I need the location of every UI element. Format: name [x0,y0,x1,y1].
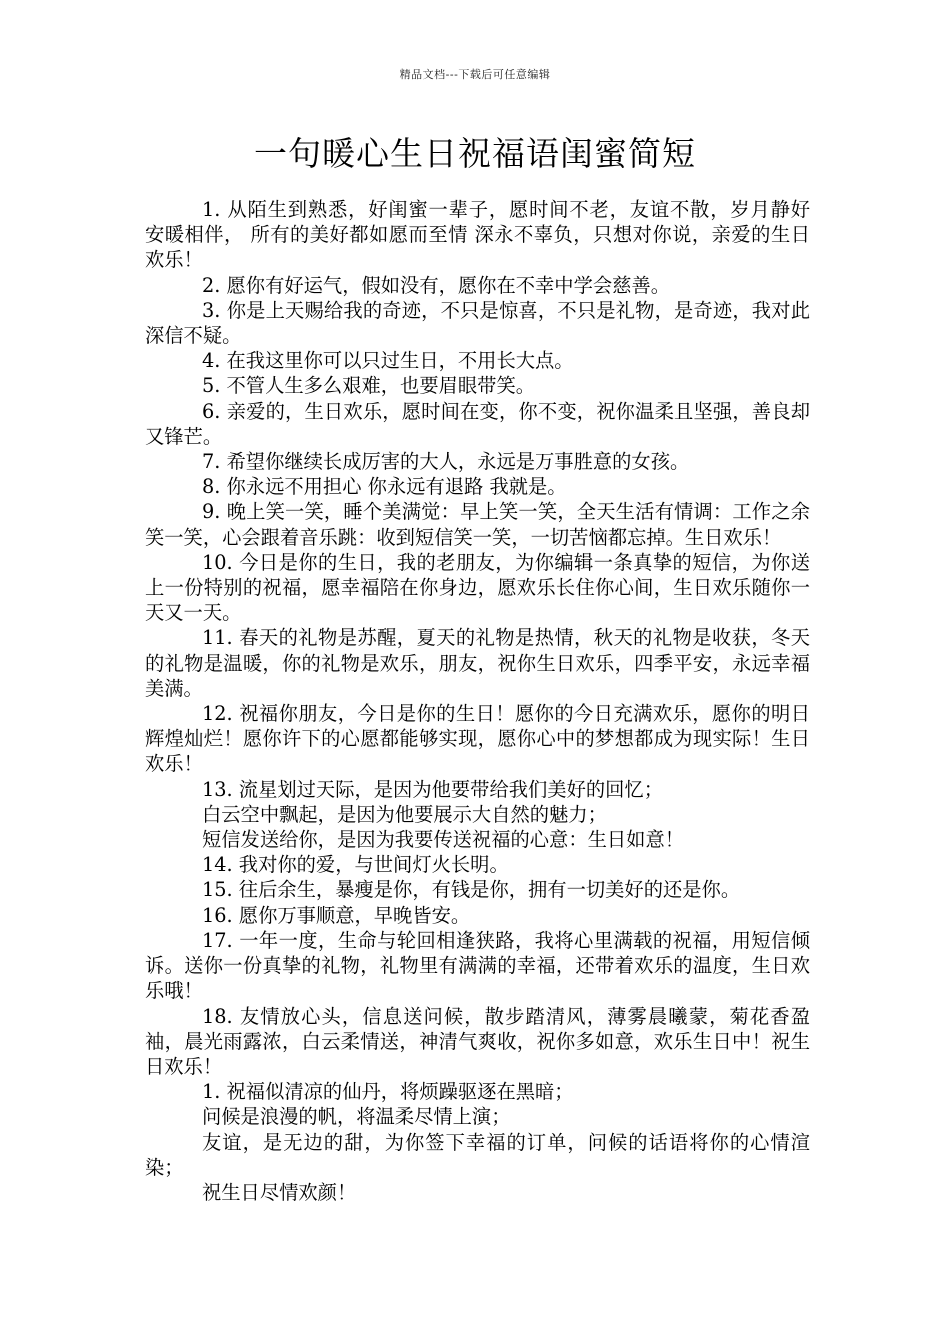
paragraph: 问候是浪漫的帆，将温柔尽情上演； [202,1105,511,1129]
paragraph: 14. 我对你的爱，与世间灯火长明。 [202,853,509,877]
paragraph: 4. 在我这里你可以只过生日，不用长大点。 [202,349,574,373]
paragraph: 短信发送给你，是因为我要传送祝福的心意：生日如意！ [202,828,685,852]
paragraph: 2. 愿你有好运气，假如没有，愿你在不幸中学会慈善。 [202,273,670,297]
paragraph: 3. 你是上天赐给我的奇迹，不只是惊喜，不只是礼物，是奇迹，我对此深信不疑。 [145,298,810,348]
paragraph: 12. 祝福你朋友，今日是你的生日！愿你的今日充满欢乐，愿你的明日辉煌灿烂！愿你许下的心愿都能够实现，愿你心中的梦想都成为现实际！生日欢乐！ [145,702,810,776]
paragraph: 13. 流星划过天际，是因为他要带给我们美好的回忆； [202,777,663,801]
paragraph: 5. 不管人生多么艰难，也要眉眼带笑。 [202,374,536,398]
paragraph: 16. 愿你万事顺意，早晚皆安。 [202,903,471,927]
paragraph: 18. 友情放心头，信息送问候，散步踏清风，薄雾晨曦蒙，菊花香盈袖，晨光雨露浓，白云柔情送，神清气爽收，祝你多如意，欢乐生日中！祝生日欢乐！ [145,1004,810,1078]
document-title: 一句暖心生日祝福语闺蜜简短 [254,134,696,173]
paragraph: 祝生日尽情欢颜！ [202,1180,357,1204]
paragraph: 1. 祝福似清凉的仙丹，将烦躁驱逐在黑暗； [202,1080,574,1104]
paragraph: 15. 往后余生，暴瘦是你，有钱是你，拥有一切美好的还是你。 [202,878,741,902]
paragraph: 白云空中飘起，是因为他要展示大自然的魅力； [202,802,607,826]
paragraph: 1. 从陌生到熟悉，好闺蜜一辈子，愿时间不老，友谊不散，岁月静好 安暖相伴， 所有的美好都如愿而至情 深永不辜负，只想对你说，亲爱的生日欢乐！ [145,198,810,272]
paragraph: 10. 今日是你的生日，我的老朋友，为你编辑一条真挚的短信，为你送上一份特别的祝福，愿幸福陪在你身边，愿欢乐长住你心间，生日欢乐随你一天又一天。 [145,550,810,625]
paragraph: 8. 你永远不用担心 你永远有退路 我就是。 [202,475,567,499]
header-note: 精品文档---下载后可任意编辑 [399,68,551,81]
paragraph: 7. 希望你继续长成厉害的大人，永远是万事胜意的女孩。 [202,450,690,474]
paragraph: 17. 一年一度，生命与轮回相逢狭路，我将心里满载的祝福，用短信倾诉。送你一份真挚的礼物，礼物里有满满的幸福，还带着欢乐的温度，生日欢乐哦！ [145,928,810,1003]
paragraph: 友谊，是无边的甜，为你签下幸福的订单，问候的话语将你的心情渲染； [145,1130,810,1179]
paragraph: 6. 亲爱的，生日欢乐，愿时间在变，你不变，祝你温柔且坚强，善良却又锋芒。 [145,399,810,448]
document-body [145,197,810,1205]
paragraph: 9. 晚上笑一笑，睡个美满觉：早上笑一笑，全天生活有情调：工作之余笑一笑，心会跟着音乐跳：收到短信笑一笑，一切苦恼都忘掉。生日欢乐！ [145,500,810,549]
paragraph: 11. 春天的礼物是苏醒，夏天的礼物是热情，秋天的礼物是收获，冬天的礼物是温暖，你的礼物是欢乐，朋友，祝你生日欢乐，四季平安，永远幸福美满。 [145,626,810,700]
